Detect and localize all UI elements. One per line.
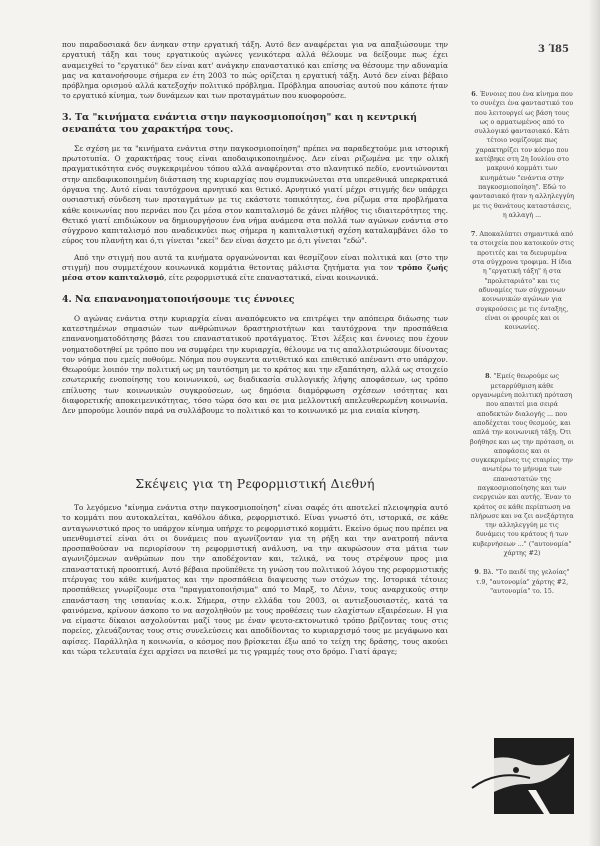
footnote-number: 8 bbox=[485, 372, 490, 381]
footnote-number: 7 bbox=[470, 230, 476, 239]
section-heading-3: 3. Τα "κινήματα ενάντια στην παγκοσμιοποίηση" και η κεντρική σεναπάτα του χαρακτήρα τους. bbox=[62, 111, 417, 135]
paragraph-3-emphasis: τρόπο ζωής μέσα στον καπιταλισμό bbox=[62, 263, 448, 283]
paragraph-3-start: Από την στιγμή που αυτά τα κινήματα οργανώνονται και θεσμίζουν είναι πολιτικά και (στο την στιγμή) που συμμετέχουν κοινωνικά κομμάτια θετοντας μάλιστα ζητήματα για τον bbox=[62, 252, 448, 273]
page-number: 3 Ί85 bbox=[538, 44, 569, 55]
paragraph-4: Ο αγώνας ενάντια στην κυριαρχία είναι αναπόφευκτο να επιτρέψει την απόπειρα διάωσης των κατεστημένων σημασιών των ανθρώπινων δραστηριοτήτων και ταυτόχρονα την προσπάθεια επανανοηματοδότησης βάσει του επαναστατικού προτάγματος. Έτσι λέξεις και έννοιες που έχουν νοηματοδοτηθεί με τρόπο που να συμφέρει την κυριαρχία, θέλουμε να τις απαλλοτριώσουμε δίνοντας τον νόημα που εμείς ποθούμε. Νόημα που συγκεντα αντιθετικό και επιθετικό απέναντι στο υπάρχον. Θεωρούμε λοιπόν την πολιτική ως μη ταυτόσημη με το κράτος και την εξαπάτηση, αλλά ως στοιχείο εσωτερικής ενοποίησης του κοινωνικού, ως διαδικασία συλλογικής λήψης αποφάσεων, ως τρόπο επίλυσης των κοινωνικών συγκρούσεων, ως δημόσια διαμόρφωση σχέσεων ισότητας και διαφορετικής αποκειμενικότητας, τόσο τώρα όσο και σε μια μελλοντική απελευθερωμένη κοινωνία. Δεν μπορούμε λοιπόν παρά να συλλάβουμε το πολιτικό και το κοινωνικό με μια ενιαία κίνηση. bbox=[62, 313, 448, 416]
decorative-creature-illustration bbox=[458, 728, 578, 824]
paragraph-1: που παραδοσιακά δεν άνηκαν στην εργατική τάξη. Αυτό δεν αναφέρεται για να απαξιώσουμε την εργατική τάξη και τους εργατικούς αγώνες γενικότερα αλλά θέλουμε να δείξουμε πως έχει αναμειχθεί το "εργατικό" δεν είναι κατ' ανάγκην επαναστατικό και επίσης να θέσουμε την αδυναμία μας να κατανοήσουμε σήμερα εν έτη 2003 το πώς ορίζεται η εργατική τάξη. Αυτό δεν είναι βέβαιο πρόβλημα ορισμού αλλά κατεξοχήν πολιτικό πρόβλημα. Πρόβλημα απουσίας αυτού που κάποτε ήταν το εργατικό κίνημα, των δυνάμεων και των προταγμάτων που κυοφορούσε. bbox=[62, 40, 448, 101]
main-column bbox=[62, 40, 448, 663]
footnote: 6. Έννοιες που ένα κίνημα που το συνέχει ένα φανταστικό του που λειτουργεί ως βάση τους ως ο αρματωμένος από το συλλογικό φαντασιακό. Κάτι τέτοιο νομίζουμε πως χαρακτηρίζει τον κόσμο που κατέβηκε στη 2η Ιουλίου στο μακρυνό κομμάτι των κινημάτων "ενάντια στην παγκοσμιοποίηση". Εδώ το φαντασιακό ήταν η αλληλεγγύη με τις θανάτους καταστάσεις, η αλλαγή ... bbox=[470, 90, 574, 219]
footnote-text: Έννοιες που ένα κίνημα που το συνέχει ένα φανταστικό του που λειτουργεί ως βάση τους ως ο αρματωμένος από το συλλογικό φαντασιακό. Κάτι τέτοιο νομίζουμε πως χαρακτηρίζει τον κόσμο που κατέβηκε στη 2η Ιουλίου στο μακρυνό κομμάτι των κινημάτων "ενάντια στην παγκοσμιοποίηση". Εδώ το φαντασιακό ήταν η αλληλεγγύη με τις θανάτους καταστάσεις, η αλλαγή ... bbox=[470, 90, 574, 219]
footnote: 9. Βλ. "Το παιδί της γελοίας" τ.9, "αυτονομία" χάρτης #2, "αυτονομία" το. 15. bbox=[474, 568, 570, 595]
footnote-text: "Εμείς θεωρούμε ως μεταρρύθμιση κάθε οργανωμένη πολιτική πρόταση που απαιτεί μια σειρά αποδεκτών διαλογής ... που αποδέχεται τους θεσμούς, και απλά την κοινωνική τάξη. Ότι βοήθησε και ως την πρόταση, οι αποφάσεις και οι συγκεκριμένες τις εταιρίες την ανωτέρω το μήνυμα των επαναστατών της παγκοσμιοποίησης και των ενεργειών και αυτής. Έναν το κράτος σε κάθε περίπτωση να πλήρωσε και να ζει ανεξάρτητα την αλληλεγγύη με τις δυνάμεις του κράτους ή των κυβερνήσεων ..." ("αυτονομία" χάρτης #2) bbox=[470, 372, 574, 558]
footnote-number: 9 bbox=[474, 568, 479, 577]
paragraph-2: Σε σχέση με τα "κινήματα ενάντια στην παγκοσμιοποίηση" πρέπει να παραδεχτούμε μια ιστορική πρωτοτυπία. Ο χαρακτήρας τους είναι αποδαιφικοποιημένος. Δεν είναι ριζωμένα με την ολική πραγματικότητα ενός συγκεκριμένου τόπου αλλά αναφέρονται στο πλανητικό πεδίο, ενοντιώνονται στην απεδαφικοποιημένη διάσταση της κυριαρχίας που συμπυκνώνεται στα υπερεθνικά υπερκρατικά όργανα της. Αυτό είναι ταυτόχρονα αρνητικό και θετικό. Αρνητικό γιατί μέχρι στιγμής δεν υπάρχει ουσιαστική σύνδεση των προταγμάτων με τις εκάστοτε τοπικότητες, ένα ρίζωμα στα προβλήματα κάθε κοινωνίας που περνάει που ζει μέσα στον καπιταλισμό δε χάνει πλήθος τις ιδιαιτερότητες της. Θετικό γιατί επιδιώκουν να δημιουργήσουν ένα νήμα ανάμεσα στα πολλά των αγώνων ενάντια στο σύγχρονο καπιταλισμό που αναδεικνύει πως σήμερα η καπιταλιστική σχέση καταλαμβάνει όλο το εύρος του πλανήτη και ό,τι γίνεται "εκεί" δεν είναι άσχετο με ό,τι γίνεται "εδώ". bbox=[62, 143, 448, 246]
section-heading-4: 4. Να επανανοηματοποιήσουμε τις έννοιες bbox=[62, 293, 295, 305]
footnote-number: 6 bbox=[471, 90, 476, 98]
page-edge-shadow bbox=[588, 0, 600, 846]
footnote: 8. "Εμείς θεωρούμε ως μεταρρύθμιση κάθε οργανωμένη πολιτική πρόταση που απαιτεί μια σειρά αποδεκτών διαλογής ... που αποδέχεται τους θεσμούς, και απλά την κοινωνική τάξη. Ότι βοήθησε και ως την πρόταση, οι αποφάσεις και οι συγκεκριμένες τις εταιρίες την ανωτέρω το μήνυμα των επαναστατών της παγκοσμιοποίησης και των ενεργειών και αυτής. Έναν το κράτος σε κάθε περίπτωση να πλήρωσε και να ζει ανεξάρτητα την αλληλεγγύη με τις δυνάμεις του κράτους ή των κυβερνήσεων ..." ("αυτονομία" χάρτης #2) bbox=[470, 372, 574, 558]
paragraph-3 bbox=[62, 253, 448, 284]
footnote-text: Βλ. "Το παιδί της γελοίας" τ.9, "αυτονομία" χάρτης #2, "αυτονομία" το. 15. bbox=[475, 568, 570, 595]
article-title: Σκέψεις για τη Ρεφορμιστική Διεθνή bbox=[135, 475, 375, 491]
sidenotes-column bbox=[470, 90, 574, 606]
footnote-text: Αποκαλύπτει σημαντικά από τα στοιχεία που κατοικούν στις προτιτές και τα διευρυμένα στα σύγχρονα τροφιμα. Η ίδια η "εργατική τάξη" ή στα "προλεταριάτο" και τις αδυναμίες των σύγχρονων κοινωνικών αγώνων για συγκρούσεις με τις ένταξης, είναι οι φρουρές και οι κοινωνίες. bbox=[470, 230, 574, 332]
paragraph-3-end: , είτε ρεφορμιστικά είτε επαναστατικά, είναι κοινωνικά. bbox=[164, 273, 379, 283]
paragraph-5: Το λεγόμενο "κίνημα ενάντια στην παγκοσμιοποίηση" είναι σαφές ότι αποτελεί πλειοψηφία αυτό το κομμάτι που αυτοκαλείται, καθόλου άδικα, ρεφορμιστικό. Είναι γνωστό ότι, ιστορικά, σε κάθε ανταγωνιστικό προς το υπάρχον κίνημα υπήρχε το ρεφορμιστικό κομμάτι. Εκείνο όμως που πρέπει να υπενθυμιστεί είναι ότι οι δυνάμεις που αγωνίζονταν για τη ρήξη και την ανατροπή πάντα προσπαθούσαν να περιορίσουν τη ρεφορμιστική ανάλυση, να την ακυρώσουν στα μάτια των αγωνιζόμενων ανθρώπων που την αποδέχονταν και, τελικά, να τους στρέψουν προς μια επαναστατική προοπτική. Αυτό βέβαια προϋπέθετε τη γνώση του πολιτικού λόγου της ρεφορμιστικής πτέρυγας του κάθε κινήματος και την προσπάθεια διαψευσης των στόχων της. Ιστορικά τέτοιες προσπάθειες γνωρίζουμε στα "πραγματοποιήσιμα" από το Μαρξ, το Λένιν, τους αναρχικούς στην επανάσταση της ισπανίας κ.ο.κ. Σήμερα, στην ελλάδα του 2003, οι αντιεξουσιαστές, κατά τα φαινόμενα, κρίνουν άσκοπο το να ασχοληθούν με τους προθέσεις των ελαχίστων εξαιρέσεων. Η για να είμαστε δίκαιοι ασχολούνται μαζί τους με έναν ψευτο-εκτονωτικό τρόπο βρίζοντας τους στις πορείες, χλευάζοντας τους στις συνελεύσεις και αποδίδοντας το κυριαρχισμό τους με μεγάφωνο και αφίσες. Παράλληλα η κοινωνία, ο κόσμος που βρίσκεται έξω από το τείχη της δράσης, τους ακούει και τώρα τελευταία έχει αρχίσει να πεισθεί με τις γραμμές τους στο δρόμο. Γιατί άραγε; bbox=[62, 502, 448, 657]
footnote: 7. Αποκαλύπτει σημαντικά από τα στοιχεία που κατοικούν στις προτιτές και τα διευρυμένα στα σύγχρονα τροφιμα. Η ίδια η "εργατική τάξη" ή στα "προλεταριάτο" και τις αδυναμίες των σύγχρονων κοινωνικών αγώνων για συγκρούσεις με τις ένταξης, είναι οι φρουρές και οι κοινωνίες. bbox=[470, 230, 574, 332]
